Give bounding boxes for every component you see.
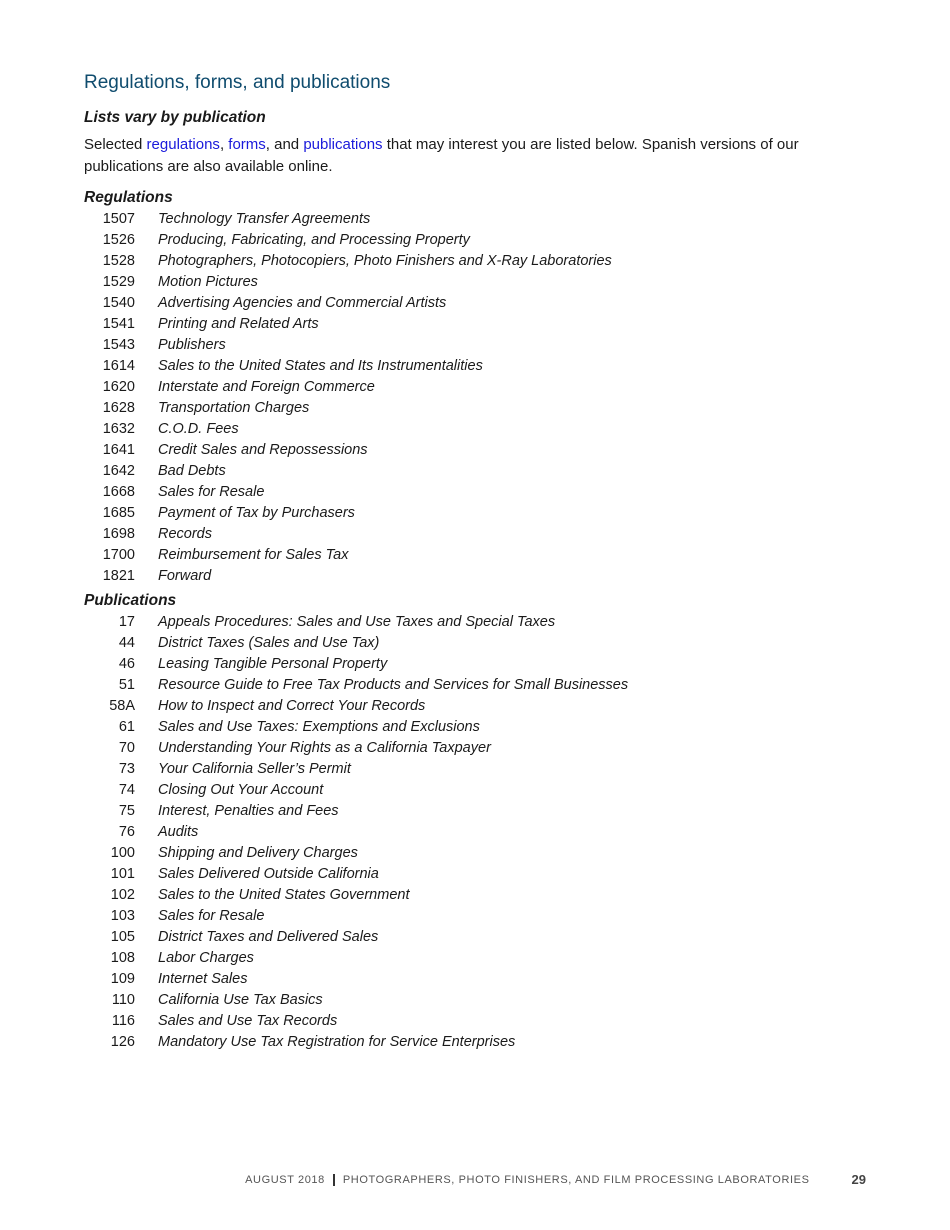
- regulation-item: [84, 230, 874, 251]
- regulation-item: [84, 545, 874, 566]
- publication-item: [84, 885, 874, 906]
- publication-item: [84, 906, 874, 927]
- publication-item: [84, 801, 874, 822]
- publication-item: [84, 969, 874, 990]
- publication-item: [84, 717, 874, 738]
- publication-item-title: District Taxes (Sales and Use Tax): [158, 635, 380, 651]
- regulation-item: [84, 461, 874, 482]
- publication-item-number: 17: [118, 614, 135, 630]
- publication-item: [84, 675, 874, 696]
- publication-item-number: 103: [110, 908, 135, 924]
- publication-item: [84, 633, 874, 654]
- regulation-item-number: 1642: [102, 463, 135, 479]
- publication-item-number: 70: [118, 740, 135, 756]
- publication-item-number: 73: [118, 761, 135, 777]
- regulation-item-title: Motion Pictures: [158, 274, 258, 290]
- publication-item: [84, 654, 874, 675]
- regulation-item-number: 1641: [102, 442, 135, 458]
- regulation-item-number: 1529: [102, 274, 135, 290]
- publication-item-number: 110: [111, 992, 135, 1008]
- regulation-item-title: Publishers: [158, 337, 226, 353]
- publication-item: [84, 927, 874, 948]
- publication-item-number: 101: [110, 866, 135, 882]
- publication-item-title: Understanding Your Rights as a California Taxpayer: [158, 740, 491, 756]
- intro-paragraph: [84, 134, 874, 178]
- publication-item-number: 74: [118, 782, 135, 798]
- regulation-item: [84, 419, 874, 440]
- regulations-link[interactable]: regulations: [146, 136, 220, 153]
- publication-item: [84, 780, 874, 801]
- publication-item-title: Audits: [158, 824, 199, 840]
- regulation-item: [84, 482, 874, 503]
- regulation-item-title: C.O.D. Fees: [158, 421, 239, 437]
- intro-and: , and: [265, 136, 304, 153]
- regulation-item-title: Interstate and Foreign Commerce: [158, 379, 375, 395]
- publication-item-title: Sales Delivered Outside California: [158, 866, 379, 882]
- page-footer: [245, 1172, 866, 1187]
- intro-comma: ,: [219, 136, 229, 153]
- regulation-item: [84, 503, 874, 524]
- regulation-item-number: 1698: [102, 526, 135, 542]
- regulation-item-number: 1541: [102, 316, 135, 332]
- regulation-item-number: 1543: [102, 337, 135, 353]
- publication-item: [84, 738, 874, 759]
- regulation-item: [84, 356, 874, 377]
- footer-separator: [333, 1174, 335, 1186]
- forms-link[interactable]: forms: [228, 136, 266, 153]
- publication-item-number: 105: [110, 929, 135, 945]
- publication-item: [84, 948, 874, 969]
- publication-item-number: 44: [118, 635, 135, 651]
- regulation-item-title: Printing and Related Arts: [158, 316, 319, 332]
- publication-item-number: 76: [118, 824, 135, 840]
- section-title: Regulations, forms, and publications: [84, 72, 391, 93]
- publication-item-number: 100: [110, 845, 135, 861]
- regulation-item-number: 1540: [102, 295, 135, 311]
- publication-item-number: 75: [118, 803, 135, 819]
- regulation-item: [84, 377, 874, 398]
- regulation-item-number: 1821: [102, 568, 135, 584]
- page-number: 29: [851, 1172, 866, 1187]
- publication-item-title: Mandatory Use Tax Registration for Service Enterprises: [158, 1034, 516, 1050]
- regulation-item-title: Reimbursement for Sales Tax: [158, 547, 349, 563]
- regulation-item-title: Photographers, Photocopiers, Photo Finishers and X-Ray Laboratories: [158, 253, 612, 269]
- publication-item: [84, 864, 874, 885]
- publication-item-title: Interest, Penalties and Fees: [158, 803, 339, 819]
- regulation-item-number: 1685: [102, 505, 135, 521]
- regulation-item-number: 1526: [102, 232, 135, 248]
- publication-item-title: Sales for Resale: [158, 908, 265, 924]
- regulation-item-title: Credit Sales and Repossessions: [158, 442, 368, 458]
- regulation-item-number: 1507: [102, 211, 135, 227]
- regulation-item-number: 1528: [102, 253, 135, 269]
- regulation-item-title: Technology Transfer Agreements: [158, 211, 371, 227]
- publication-item-title: Leasing Tangible Personal Property: [158, 656, 388, 672]
- intro-prefix: Selected: [84, 136, 147, 153]
- page-content: [84, 70, 874, 1057]
- publication-item-title: Internet Sales: [158, 971, 248, 987]
- intro-suffix: that may interest you are listed below. Spanish versions of our publications are also available online.: [84, 136, 799, 175]
- publication-item-title: Sales and Use Taxes: Exemptions and Exclusions: [158, 719, 480, 735]
- regulation-item: [84, 398, 874, 419]
- publication-item-title: How to Inspect and Correct Your Records: [158, 698, 426, 714]
- publication-item-title: Your California Seller’s Permit: [158, 761, 351, 777]
- regulation-item-number: 1632: [102, 421, 135, 437]
- regulation-item: [84, 335, 874, 356]
- publication-item-title: California Use Tax Basics: [158, 992, 323, 1008]
- regulation-item-title: Bad Debts: [158, 463, 226, 479]
- publication-item-number: 109: [110, 971, 135, 987]
- regulations-heading: Regulations: [84, 189, 173, 206]
- publication-item-title: Resource Guide to Free Tax Products and Services for Small Businesses: [158, 677, 629, 693]
- regulations-list: [84, 209, 874, 587]
- publication-item-title: District Taxes and Delivered Sales: [158, 929, 379, 945]
- footer-publication-title: PHOTOGRAPHERS, PHOTO FINISHERS, AND FILM PROCESSING LABORATORIES: [342, 1173, 810, 1186]
- regulation-item-title: Sales for Resale: [158, 484, 265, 500]
- publication-item-number: 108: [110, 950, 135, 966]
- regulation-item-title: Advertising Agencies and Commercial Artists: [158, 295, 447, 311]
- publication-item-title: Shipping and Delivery Charges: [158, 845, 358, 861]
- regulation-item-number: 1700: [102, 547, 135, 563]
- publication-item: [84, 759, 874, 780]
- publication-item: [84, 990, 874, 1011]
- regulation-item-number: 1620: [102, 379, 135, 395]
- regulation-item-title: Producing, Fabricating, and Processing Property: [158, 232, 470, 248]
- regulation-item-title: Sales to the United States and Its Instrumentalities: [158, 358, 483, 374]
- publication-item-number: 102: [110, 887, 135, 903]
- publication-item-title: Labor Charges: [158, 950, 254, 966]
- publication-item-title: Sales to the United States Government: [158, 887, 410, 903]
- regulation-item: [84, 440, 874, 461]
- publication-item-title: Sales and Use Tax Records: [158, 1013, 338, 1029]
- regulation-item-title: Payment of Tax by Purchasers: [158, 505, 355, 521]
- subheading: Lists vary by publication: [84, 109, 266, 126]
- publication-item-number: 58A: [109, 698, 135, 714]
- regulation-item: [84, 272, 874, 293]
- regulation-item: [84, 209, 874, 230]
- regulation-item: [84, 524, 874, 545]
- publication-item-number: 116: [111, 1013, 135, 1029]
- footer-date: AUGUST 2018: [245, 1173, 325, 1186]
- publication-item-number: 46: [118, 656, 135, 672]
- publication-item-number: 51: [118, 677, 135, 693]
- regulation-item-number: 1614: [102, 358, 135, 374]
- publications-heading: Publications: [84, 592, 177, 609]
- publications-link[interactable]: publications: [303, 136, 383, 153]
- regulation-item: [84, 293, 874, 314]
- regulation-item-number: 1628: [102, 400, 135, 416]
- regulation-item-title: Transportation Charges: [158, 400, 310, 416]
- regulation-item: [84, 314, 874, 335]
- publication-item-number: 126: [110, 1034, 135, 1050]
- publication-item: [84, 843, 874, 864]
- regulation-item-title: Records: [158, 526, 212, 542]
- regulation-item-title: Forward: [158, 568, 212, 584]
- publication-item: [84, 696, 874, 717]
- regulation-item: [84, 566, 874, 587]
- publication-item: [84, 612, 874, 633]
- publication-item: [84, 1011, 874, 1032]
- publication-item-title: Appeals Procedures: Sales and Use Taxes and Special Taxes: [158, 614, 556, 630]
- regulation-item-number: 1668: [102, 484, 135, 500]
- publications-list: [84, 612, 874, 1053]
- publication-item: [84, 822, 874, 843]
- publication-item: [84, 1032, 874, 1053]
- regulation-item: [84, 251, 874, 272]
- publication-item-title: Closing Out Your Account: [158, 782, 324, 798]
- publication-item-number: 61: [118, 719, 135, 735]
